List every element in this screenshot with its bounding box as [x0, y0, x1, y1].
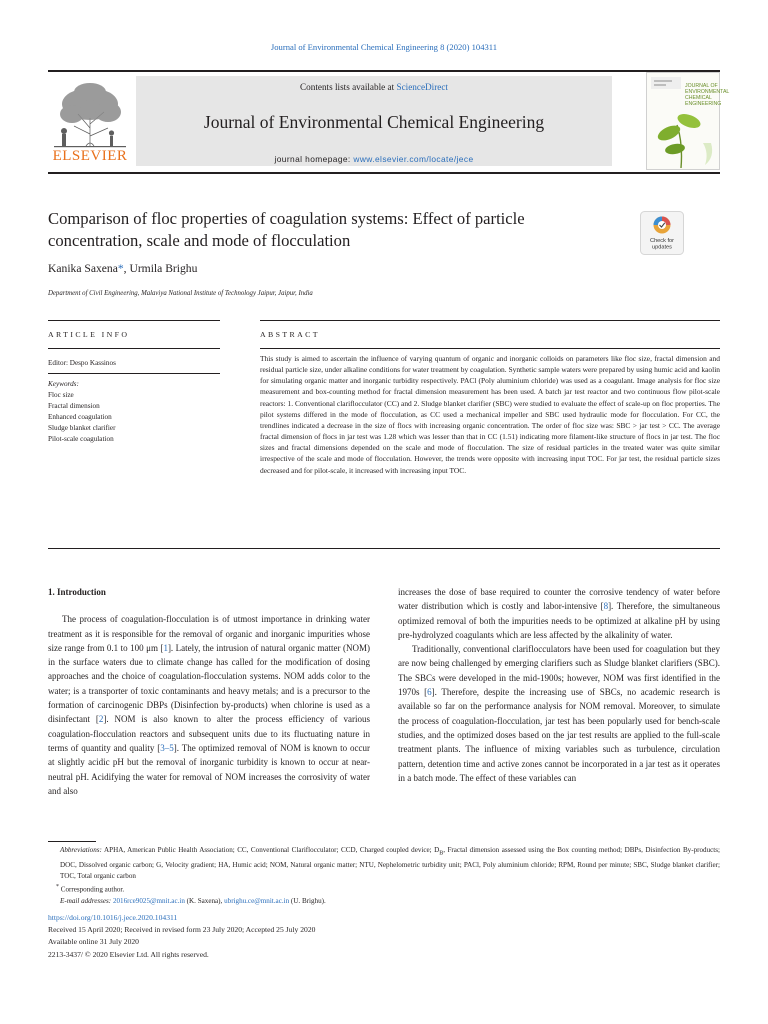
masthead-bottom-rule: [48, 172, 720, 174]
text-span: (U. Brighu).: [289, 896, 326, 905]
body-column-right: [398, 585, 720, 785]
contents-line: [136, 82, 612, 92]
text-span: The process of coagulation-flocculation is of utmost importance in drinking water treatment as it is responsible for the removal of organic and inorganic impurities whose size range from 0.1 to 100 μm [: [48, 614, 370, 653]
check-badge-line2: updates: [652, 244, 672, 251]
journal-cover-thumbnail[interactable]: [646, 72, 730, 170]
check-updates-icon: [640, 211, 684, 255]
citation-link[interactable]: 1: [163, 642, 168, 653]
corresponding-author-mark[interactable]: *: [117, 262, 124, 275]
keyword-item: Pilot-scale coagulation: [48, 435, 114, 443]
citation-link[interactable]: 6: [427, 687, 432, 698]
contents-prefix: Contents lists available at: [300, 82, 397, 92]
text-span: Corresponding author.: [58, 885, 125, 894]
abbreviations-footnote: [48, 845, 720, 882]
body-paragraph: [48, 612, 370, 798]
article-title: Comparison of floc properties of coagulation systems: Effect of particle concentration, scale and mode of flocculation: [48, 209, 525, 250]
text-span: ]. NOM is also known to alter the process efficiency of various coagulation-flocculation reactors and subsequent units due to its fluctuating nature in terms of quantity and quality [: [48, 714, 370, 753]
author-separator: ,: [123, 262, 130, 275]
cover-line: ENVIRONMENTAL: [685, 89, 730, 95]
keyword-item: Enhanced coagulation: [48, 413, 112, 421]
abstract-top-rule: [260, 320, 720, 321]
received-dates: Received 15 April 2020; Received in revised form 23 July 2020; Accepted 25 July 2020: [48, 925, 316, 935]
journal-masthead: [48, 70, 730, 170]
homepage-prefix: journal homepage:: [274, 154, 354, 164]
cover-title: [685, 83, 729, 107]
email-label: E-mail addresses:: [60, 896, 112, 905]
abstract-text: This study is aimed to ascertain the influence of varying quantum of organic and inorganic colloids on parameters like floc size, fractal dimension and residual particle size, under alkaline conditions for water treatment by coagulation. Synthetic sample waters were prepared by using humic acid and kaolin for simulating organic matter and inorganic turbidity respectively. PACl (Poly aluminium chloride) was used as a coagulant. Image analysis for floc size measurement and box-counting method for fractal dimension measurement has been used. A batch jar test reactor and two continuous flow pilot-scale reactors: 1. Conventional clariflocculator (CC) and 2. Sludge blanket clarifier (SBC) were studied to evaluate the effect of scale-up on floc properties. The pilot systems differed in the mode of flocculation, as CC used a mechanical impeller and SBC used hydraulic mode for flocculation. For CC, the trendlines indicated a decrease in the size of flocs with increasing organic concentration. The order of floc size was: SBC > jar test > CC. The average fractal dimension of flocs in jar test was 1.28 which was lesser than that in CC (1.51) indicating more filament-like structure of flocs in jar test. The floc sizes and fractal dimensions depended on the scale and mode of flocculation. The size of residual particles in the treated water was quite similar irrespective of the scale and mode of flocculation. However, the trends were opposite with increasing input TOC. For jar test, the residual particle sizes decreased and for pilot-scale, it increased with increasing input TOC.: [260, 354, 720, 475]
keyword-item: Floc size: [48, 391, 74, 399]
keywords-label: Keywords:: [48, 380, 79, 388]
cover-line: ENGINEERING: [685, 101, 722, 107]
text-span: ]. The optimized removal of NOM is known to occur at slightly acidic pH but the removal of inorganic turbidity is known to occur at near-neutral pH. Acidifying the water for removal of NOM increases the corrosivity of water and also: [48, 742, 371, 796]
author-affiliation: Department of Civil Engineering, Malaviya National Institute of Technology Jaipur, Jaipur, India: [48, 290, 313, 297]
citation-link[interactable]: 8: [603, 601, 609, 612]
journal-citation[interactable]: Journal of Environmental Chemical Engineering 8 (2020) 104311: [270, 42, 498, 52]
body-paragraph: [398, 642, 720, 785]
text-span: (K. Saxena),: [184, 896, 225, 905]
masthead-band: [136, 76, 612, 166]
text-span: ]. Lately, the intrusion of natural organic matter (NOM) in the surface waters due to climate change has called for the modification of dosing approaches and the choice of coagulation-flocculation systems. NOM adds color to the water; is a transporter of toxic contaminants and heavy metals; and is a precursor to the formation of carcinogenic DBPs (Disinfection by-products) when chlorine is used as a disinfectant [: [48, 642, 370, 725]
abstract-heading: ABSTRACT: [260, 330, 320, 339]
footnote-mark: *: [56, 884, 59, 891]
cover-line: JOURNAL OF: [685, 83, 718, 89]
article-info-rule: [48, 348, 220, 349]
copyright-line: 2213-3437/ © 2020 Elsevier Ltd. All rights reserved.: [48, 949, 209, 959]
section-heading-introduction: 1. Introduction: [48, 587, 106, 597]
sciencedirect-link[interactable]: ScienceDirect: [396, 82, 448, 92]
keyword-item: Sludge blanket clarifier: [48, 424, 116, 432]
citation-link[interactable]: 3–5: [160, 742, 174, 753]
check-badge-line1: Check for: [650, 238, 674, 244]
text-span: ]. Therefore, despite the increasing use of SBCs, no academic research is available so far on the performance analysis for NOM removal. Moreover, to simulate the process of coagulation-flocculation, jar test has been popularly used for bench-scale studies, and the optimized doses based on the jar test results are applied to the full-scale treatment plants. The influence of mixing variables such as turbulence, circulation pattern, detention time and active zones cannot be incorporated in a jar test as it operates in a batch mode. The effect of these variables can: [398, 687, 720, 783]
corresponding-footnote: [48, 882, 720, 896]
body-column-left: [48, 585, 370, 798]
journal-title: Journal of Environmental Chemical Engineering: [203, 112, 545, 132]
homepage-link[interactable]: www.elsevier.com/locate/jece: [353, 154, 474, 164]
author-name: Kanika Saxena: [48, 262, 118, 275]
article-info-panel: [48, 358, 218, 445]
text-span: Traditionally, conventional clariflocculators have been used for coagulation but they are now being challenged by emerging clarifiers such as Sludge blanket clarifiers (SBC). The SBCs were developed in the mid-1900s; however, NOM was first identified in the 1970s [: [398, 644, 720, 698]
subscript: B: [439, 850, 444, 857]
body-paragraph: [398, 585, 720, 642]
keyword-item: Fractal dimension: [48, 402, 100, 410]
email-link[interactable]: 2016rce9025@mnit.ac.in: [112, 896, 185, 905]
text-span: ]. Therefore, the simultaneous optimized removal of both the impurities needs to be optimized at alkaline pH by using pre-hydrolyzed coagulants which are less affected by the alkalinity of water.: [398, 601, 720, 640]
abbreviations-label: Abbreviations:: [60, 846, 102, 854]
author-name: Urmila Brighu: [129, 262, 198, 275]
elsevier-wordmark: ELSEVIER: [52, 148, 128, 164]
online-date: Available online 31 July 2020: [48, 937, 139, 947]
cover-line: CHEMICAL: [685, 95, 712, 101]
email-footnote: [48, 896, 720, 907]
bibliographic-info: [48, 912, 315, 961]
editor-rule: [48, 373, 220, 374]
text-span: , Fractal dimension assessed using the Box counting method; DBPs, Disinfection By-products; DOC, Dissolved organic carbon; G, Velocity gradient; HA, Humic acid; NOM, Natural organic matter; NTU, Nephelometric turbidity unit; PACl, Poly aluminium chloride; RPM, Round per minute; SBC, Sludge blanket clarifier; TOC, Total organic carbon: [60, 846, 720, 880]
email-link[interactable]: ubrighu.ce@mnit.ac.in: [224, 896, 290, 905]
abstract-bottom-rule: [48, 548, 720, 549]
citation-link[interactable]: 2: [98, 714, 104, 725]
journal-homepage: [136, 154, 612, 164]
article-info-top-rule: [48, 320, 220, 321]
footnote-rule: [48, 841, 96, 842]
text-span: APHA, American Public Health Association; CC, Conventional Clariflocculator; CCD, Charged coupled device; D: [101, 846, 440, 854]
doi-link[interactable]: https://doi.org/10.1016/j.jece.2020.104311: [48, 913, 178, 922]
author-list: [48, 262, 197, 275]
abstract-rule: [260, 348, 720, 349]
article-info-heading: ARTICLE INFO: [48, 330, 130, 339]
editor-line: Editor: Despo Kassinos: [48, 359, 116, 367]
text-span: increases the dose of base required to counter the corrosive tendency of water before water distribution which is costly and labor-intensive [: [398, 587, 720, 612]
footnotes: [48, 845, 720, 907]
check-for-updates-badge[interactable]: [640, 211, 684, 255]
